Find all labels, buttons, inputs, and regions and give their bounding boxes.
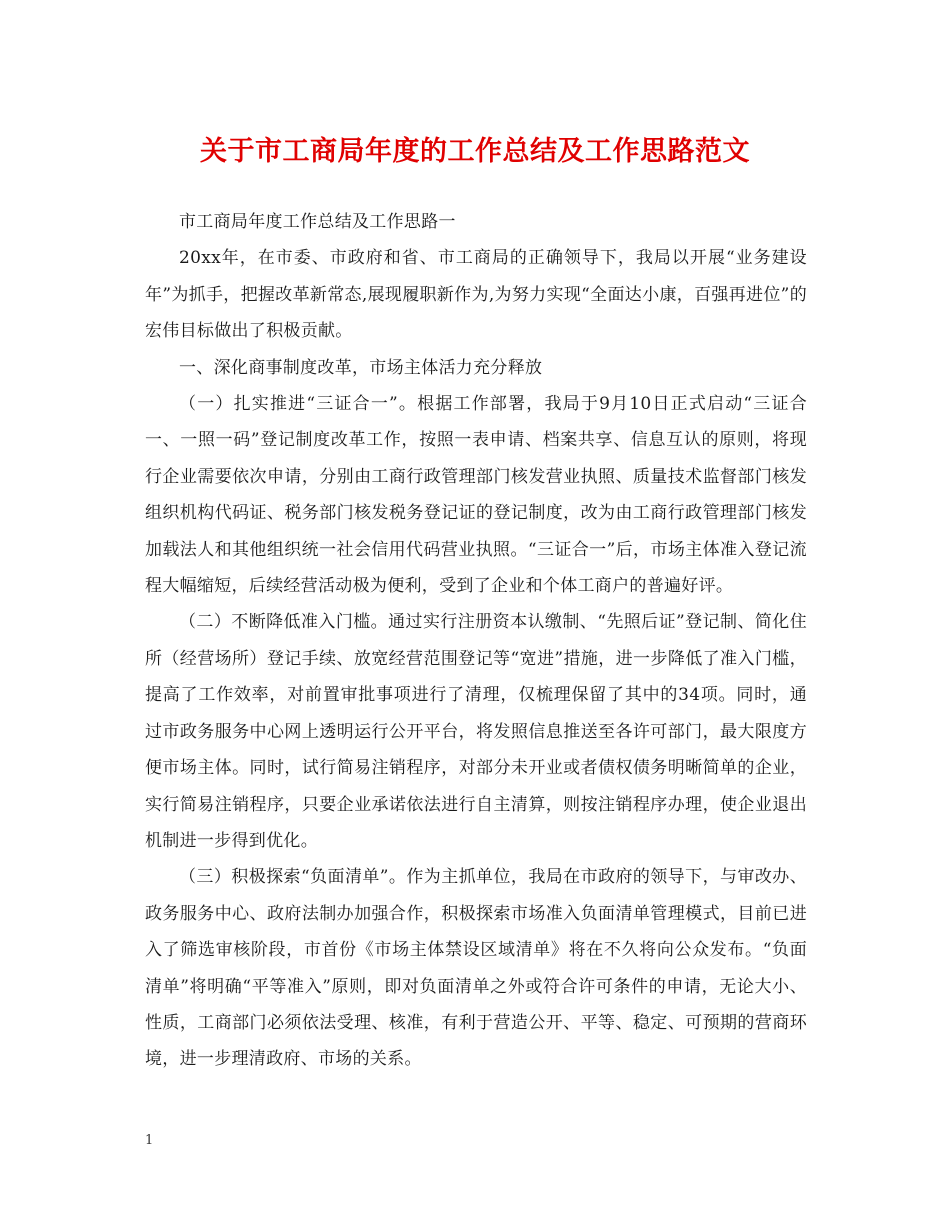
paragraph-intro: 20xx年，在市委、市政府和省、市工商局的正确领导下，我局以开展“业务建设年”为抓手，把握改革新常态,展现履职新作为,为努力实现“全面达小康，百强再进位”的宏伟目标做出了积极贡献。 <box>145 248 807 342</box>
page-number: 1 <box>145 1133 154 1148</box>
document-title: 关于市工商局年度的工作总结及工作思路范文 <box>200 136 750 167</box>
paragraph-subtitle: 市工商局年度工作总结及工作思路一 <box>179 212 456 232</box>
paragraph-item-2: （二）不断降低准入门槛。通过实行注册资本认缴制、“先照后证”登记制、简化住所（经营场所）登记手续、放宽经营范围登记等“宽进”措施，进一步降低了准入门槛，提高了工作效率，对前置审批事项进行了清理，仅梳理保留了其中的34项。同时，通过市政务服务中心网上透明运行公开平台，将发照信息推送至各许可部门，最大限度方便市场主体。同时，试行简易注销程序，对部分未开业或者债权债务明晰简单的企业，实行简易注销程序，只要企业承诺依法进行自主清算，则按注销程序办理，使企业退出机制进一步得到优化。 <box>145 612 807 851</box>
document-body <box>145 204 807 1078</box>
paragraph-item-3: （三）积极探索“负面清单”。作为主抓单位，我局在市政府的领导下，与审改办、政务服务中心、政府法制办加强合作，积极探索市场准入负面清单管理模式，目前已进入了筛选审核阶段，市首份《市场主体禁设区域清单》将在不久将向公众发布。“负面清单”将明确“平等准入”原则，即对负面清单之外或符合许可条件的申请，无论大小、性质，工商部门必须依法受理、核准，有利于营造公开、平等、稳定、可预期的营商环境，进一步理清政府、市场的关系。 <box>145 867 807 1070</box>
paragraph-item-1: （一）扎实推进“三证合一”。根据工作部署，我局于9月10日正式启动“三证合一、一照一码”登记制度改革工作，按照一表申请、档案共享、信息互认的原则，将现行企业需要依次申请，分别由工商行政管理部门核发营业执照、质量技术监督部门核发组织机构代码证、税务部门核发税务登记证的登记制度，改为由工商行政管理部门核发加载法人和其他组织统一社会信用代码营业执照。“三证合一”后，市场主体准入登记流程大幅缩短，后续经营活动极为便利，受到了企业和个体工商户的普遍好评。 <box>145 394 807 597</box>
section-heading-1: 一、深化商事制度改革，市场主体活力充分释放 <box>179 357 543 378</box>
